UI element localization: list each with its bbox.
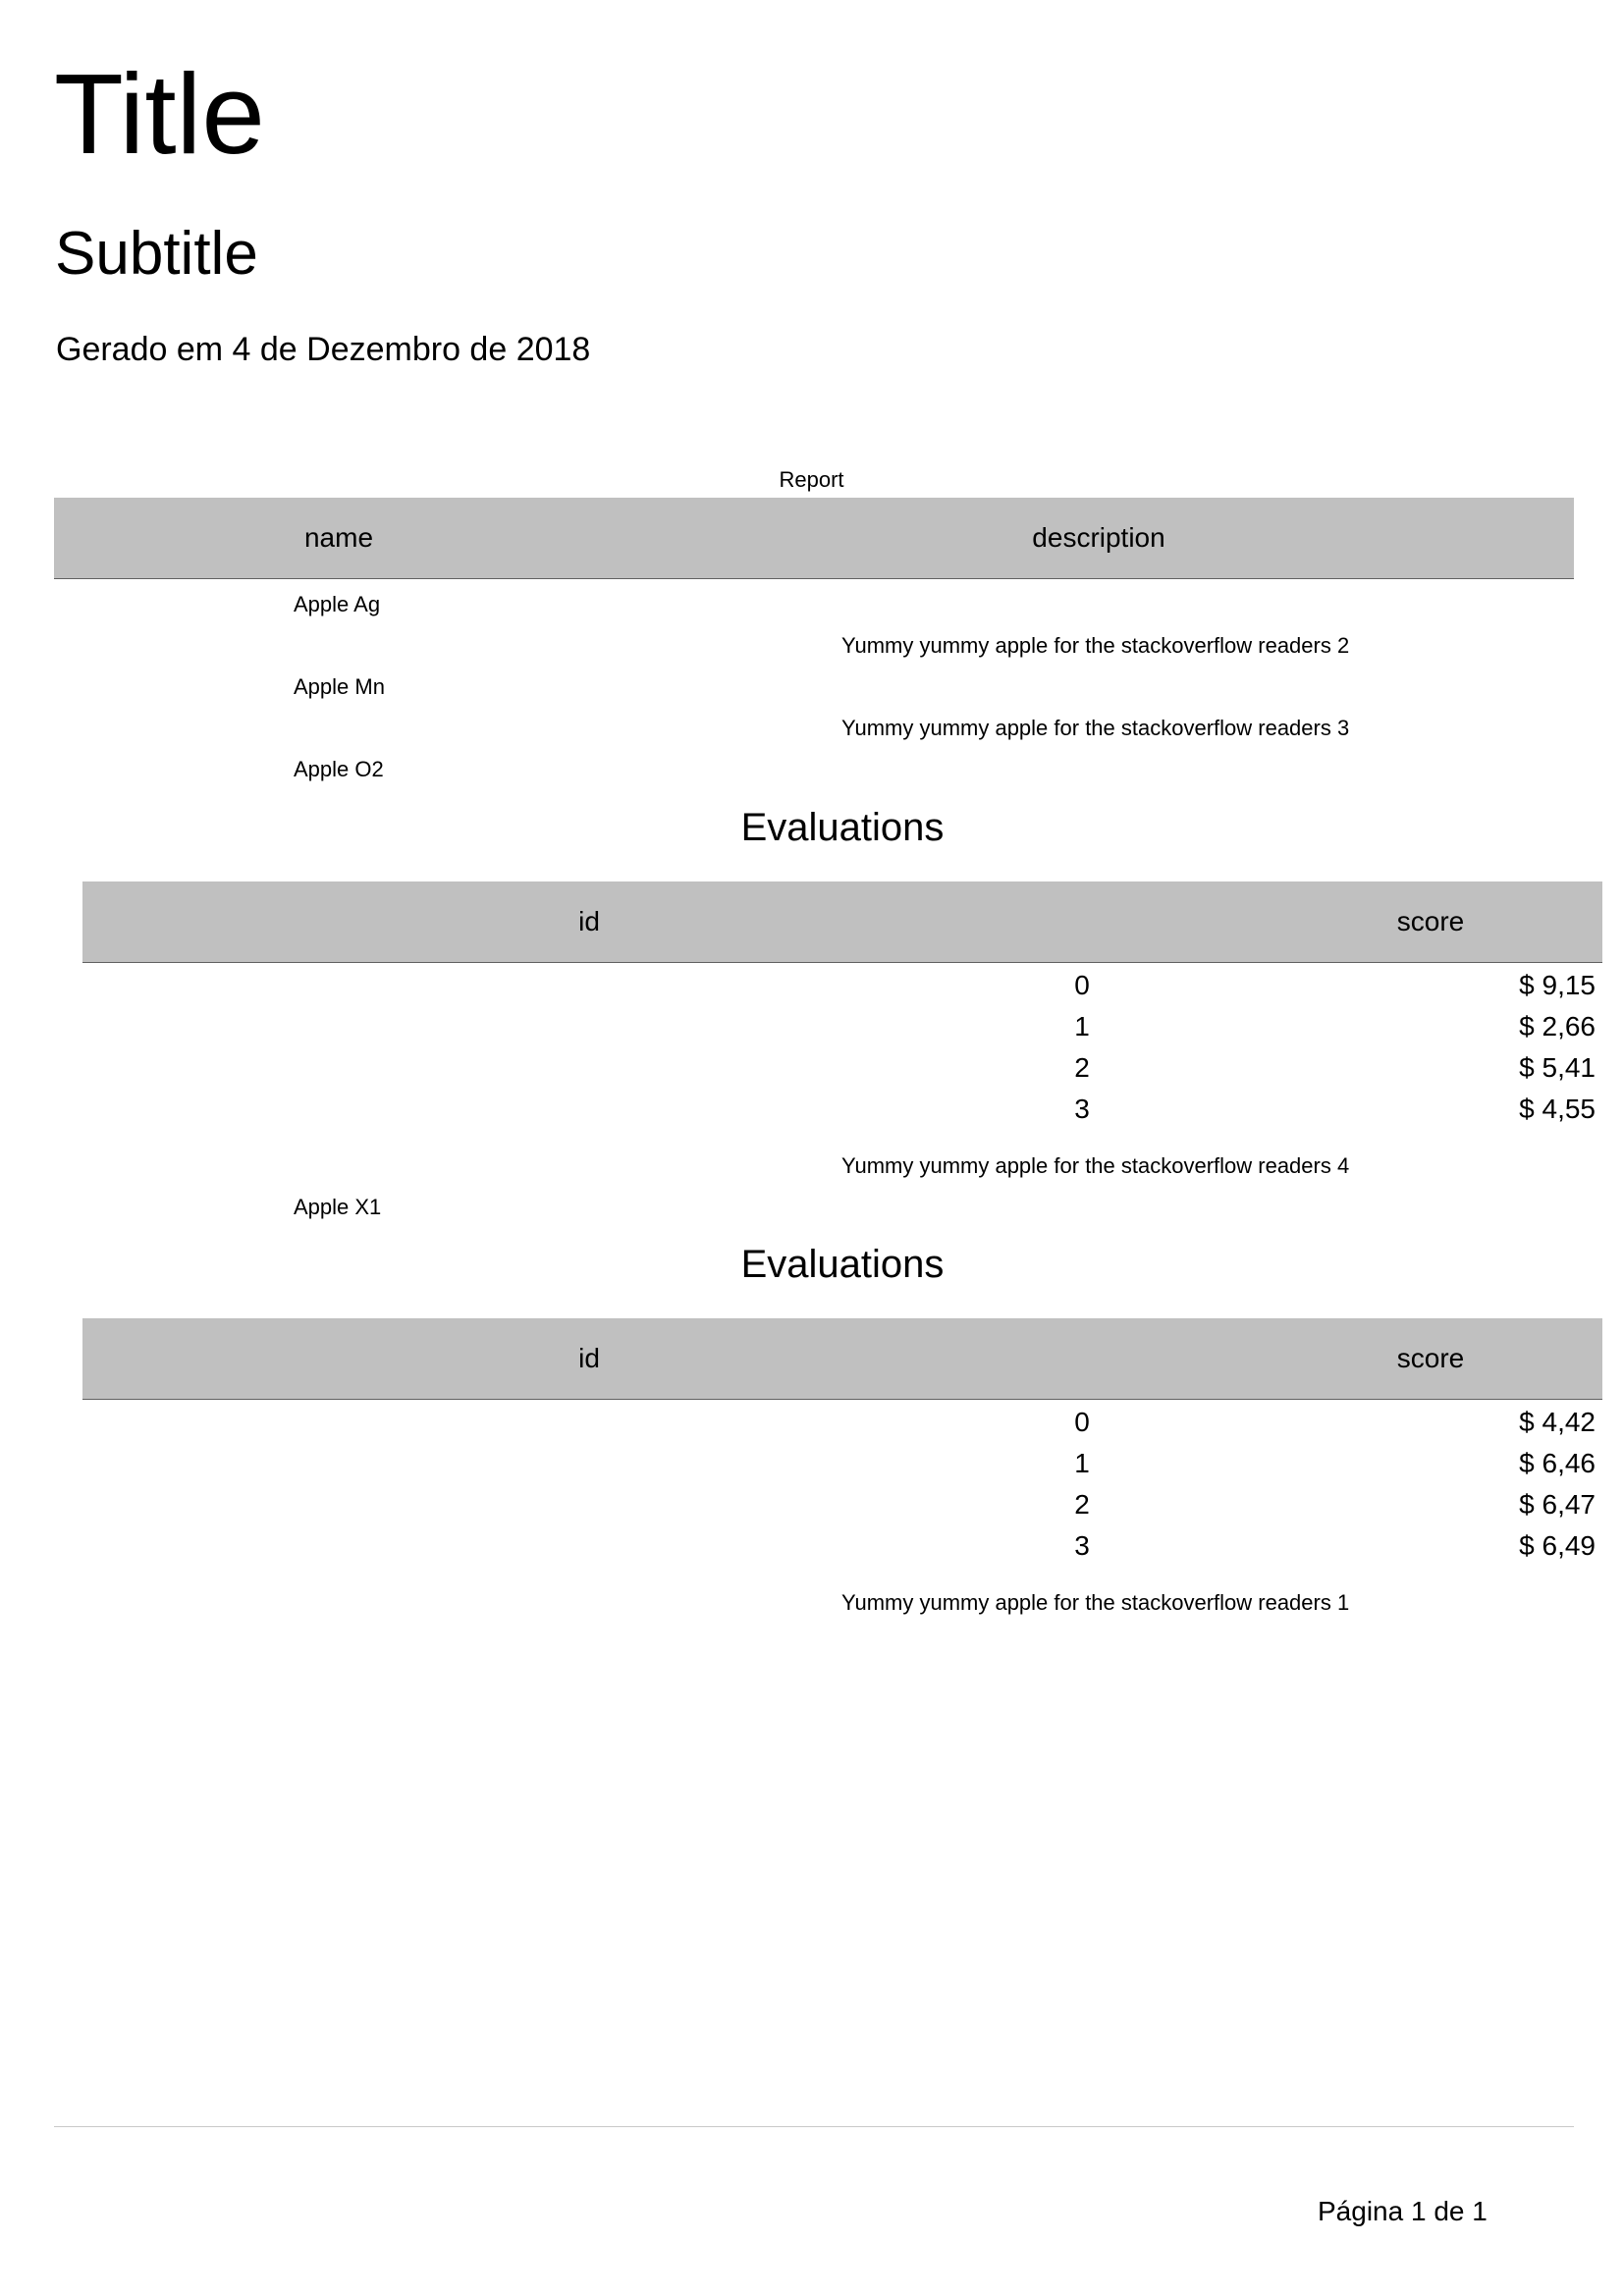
report-title: Title — [54, 50, 265, 178]
report-table-header — [54, 498, 1574, 579]
evaluation-id: 0 — [1074, 1407, 1090, 1437]
evaluations-table-header — [82, 1318, 1602, 1400]
evaluations-title: Evaluations — [740, 1243, 945, 1286]
column-header-description: description — [1032, 522, 1165, 553]
report-subtitle: Subtitle — [55, 220, 258, 288]
evaluation-score: $ 6,49 — [1519, 1530, 1596, 1561]
row-name: Apple Mn — [294, 674, 385, 699]
column-header-name: name — [303, 522, 374, 553]
evaluation-id: 3 — [1074, 1530, 1090, 1561]
column-header-score: score — [1396, 906, 1465, 936]
generated-date: Gerado em 4 de Dezembro de 2018 — [56, 331, 591, 368]
evaluation-id: 2 — [1074, 1489, 1090, 1520]
row-description: Yummy yummy apple for the stackoverflow readers 4 — [841, 1153, 1350, 1178]
row-description: Yummy yummy apple for the stackoverflow readers 2 — [841, 633, 1350, 658]
evaluation-score: $ 5,41 — [1519, 1052, 1596, 1083]
column-header-score: score — [1396, 1343, 1465, 1373]
row-name: Apple X1 — [294, 1195, 382, 1219]
evaluations-table-header — [82, 881, 1602, 963]
evaluation-score: $ 4,55 — [1519, 1094, 1596, 1124]
evaluation-id: 2 — [1074, 1052, 1090, 1083]
evaluations-title: Evaluations — [740, 806, 945, 849]
evaluation-score: $ 2,66 — [1519, 1011, 1596, 1041]
evaluation-id: 0 — [1074, 970, 1090, 1000]
column-header-id: id — [578, 1343, 600, 1373]
report-caption: Report — [779, 467, 844, 492]
evaluation-id: 1 — [1074, 1011, 1090, 1041]
row-name: Apple O2 — [294, 757, 384, 781]
evaluation-id: 1 — [1074, 1448, 1090, 1478]
row-description: Yummy yummy apple for the stackoverflow readers 1 — [841, 1590, 1350, 1615]
column-header-id: id — [578, 906, 600, 936]
evaluation-score: $ 6,47 — [1519, 1489, 1596, 1520]
row-name: Apple Ag — [294, 592, 381, 616]
evaluation-score: $ 4,42 — [1519, 1407, 1596, 1437]
page-number: Página 1 de 1 — [1318, 2196, 1488, 2226]
footer-divider — [54, 2126, 1574, 2127]
evaluation-score: $ 6,46 — [1519, 1448, 1596, 1478]
evaluation-score: $ 9,15 — [1519, 970, 1596, 1000]
evaluation-id: 3 — [1074, 1094, 1090, 1124]
row-description: Yummy yummy apple for the stackoverflow readers 3 — [841, 716, 1350, 740]
